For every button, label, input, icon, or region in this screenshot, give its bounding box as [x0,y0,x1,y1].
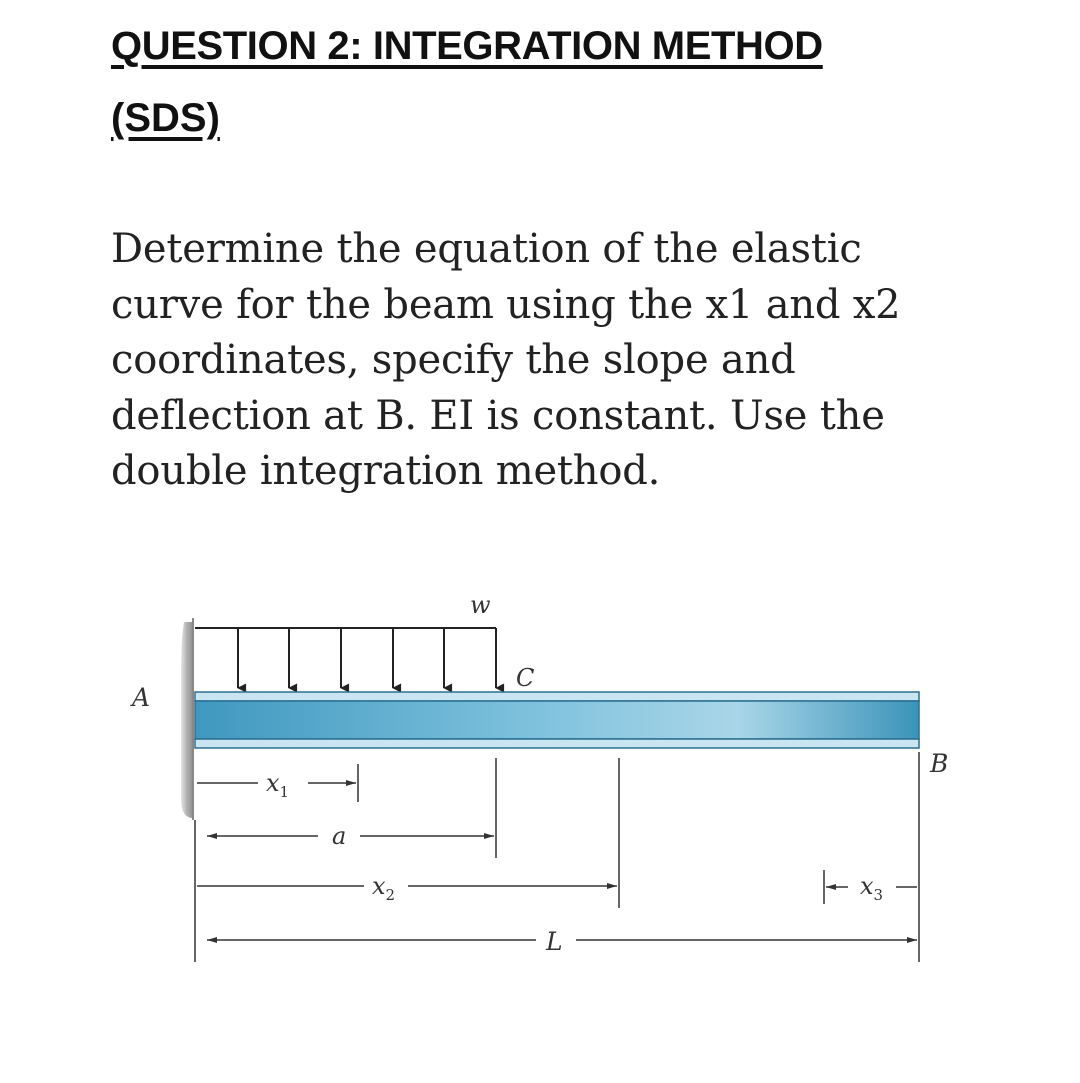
label-c: C [516,664,535,692]
problem-line: Determine the equation of the elastic [111,226,862,272]
x2-subscript: 2 [385,886,396,904]
label-a-dim: a [332,822,347,850]
question-subtitle: (SDS) [111,96,220,140]
x2-symbol: x [372,872,386,900]
label-x3 [860,872,883,904]
label-a-point: A [132,683,151,712]
beam-top-flange [195,692,919,701]
beam [195,692,919,748]
question-title: QUESTION 2: INTEGRATION METHOD [111,24,823,68]
fixed-support-wall [181,622,193,818]
beam-web [195,701,919,739]
beam-bottom-flange [195,739,919,748]
distributed-load [195,628,496,688]
label-x2 [372,872,395,904]
problem-line: curve for the beam using the x1 and x2 [111,281,901,328]
x1-symbol: x [266,769,280,797]
label-x1 [266,769,289,801]
label-l: L [546,927,563,956]
x1-subscript: 1 [279,783,290,801]
problem-line: double integration method. [111,448,661,494]
x3-symbol: x [860,872,874,900]
x3-subscript: 3 [873,886,884,904]
label-w: w [470,591,491,619]
label-b-point: B [930,749,949,778]
problem-line: coordinates, specify the slope and [111,337,796,383]
problem-line: deflection at B. EI is constant. Use the [111,392,885,439]
